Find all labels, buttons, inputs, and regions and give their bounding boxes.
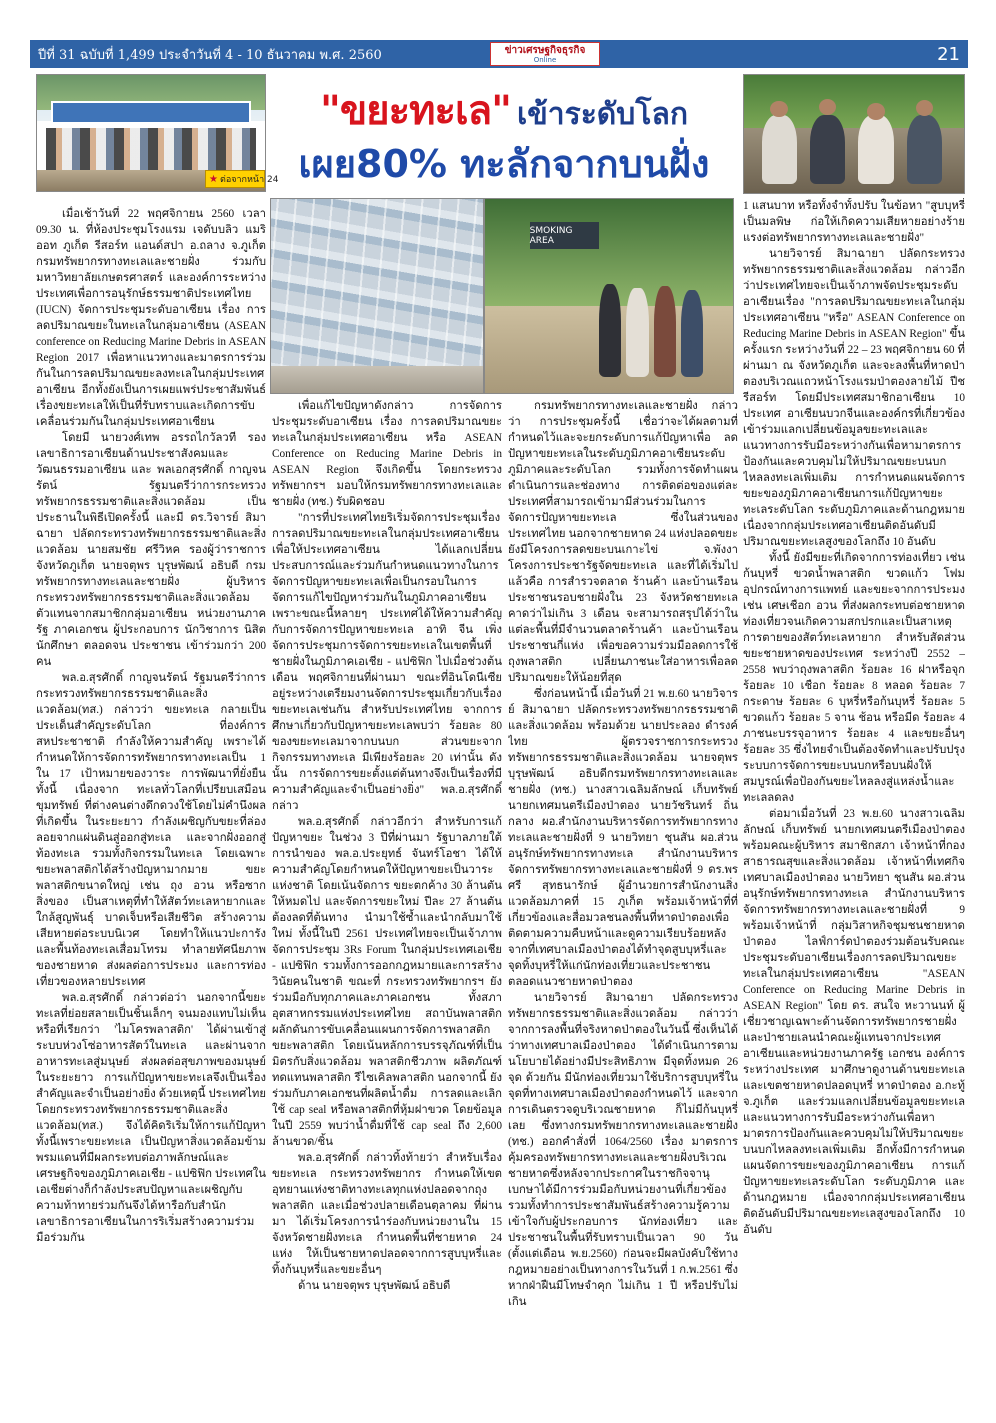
paragraph: กรมทรัพยากรทางทะเลและชายฝั่ง กล่าวว่า การประชุมครั้งนี้ เชื่อว่าจะได้ผลตามที่กำหนดไว้และจะยกระดับการแก้ปัญหาเพื่อ ลดปัญหาขยะทะเลในระดับภูมิภาคอาเซียนระดับภูมิภาคและระดับโลก รวมทั้งการจัดทำแผนดำเนินการและช่องทาง การติดต่อของแต่ละประเทศที่สามารถเข้ามามีส่วนร่วมในการจัดการปัญหาขยะทะเล ซึ่งในส่วนของประเทศไทย นอกจากชายหาด 24 แห่งปลอดขยะยังมีโครงการลดขยะบนเกาะไข่ จ.พังงา โครงการประชารัฐจัดขยะทะเล และที่ได้เริ่มไปแล้วคือ การสำรวจตลาด ร้านค้า และบ้านเรือนประชาชนรอบชายฝั่งใน 23 จังหวัดชายทะเลคาดว่าไม่เกิน 3 เดือน จะสามารถสรุปได้ว่าในแต่ละพื้นที่มีจำนวนตลาดร้านค้า และบ้านเรือนประชาชนกี่แห่ง เพื่อขอความร่วมมือลดการใช้ถุงพลาสติก เปลี่ยนภาชนะใส่อาหารเพื่อลดปริมาณขยะให้น้อยที่สุด bbox=[508, 400, 738, 684]
photo-beach-walk bbox=[484, 198, 734, 394]
header-bar bbox=[30, 40, 968, 68]
article-column-3 bbox=[508, 398, 738, 1406]
photo-walker-1 bbox=[599, 284, 621, 377]
article-column-2 bbox=[272, 398, 502, 1406]
paragraph: ซึ่งก่อนหน้านี้ เมื่อวันที่ 21 พ.ย.60 นายวิจารย์ สิมาฉายา ปลัดกระทรวงทรัพยากรธรรมชาติและสิ่งแวดล้อม พร้อมด้วย นายประลอง ดำรงค์ไทย ผู้ตรวจราชการกระทรวงทรัพยากรธรรมชาติและสิ่งแวดล้อม นายจตุพร บุรุษพัฒน์ อธิบดีกรมทรัพยากรทางทะเลและชายฝั่ง (ทช.) นางสาวเฉลิมลักษณ์ เก็บทรัพย์ นายกเทศมนตรีเมืองป่าตอง นายวัชรินทร์ ถิ่นกลาง ผอ.สำนักงานบริหารจัดการทรัพยากรทางทะเลและชายฝั่งที่ 9 นายวิทยา ชุนสัน ผอ.ส่วนอนุรักษ์ทรัพยากรทางทะเล สำนักงานบริหารจัดการทรัพยากรทางทะเลและชายฝั่งที่ 9 ดร.พรศรี สุทธนารักษ์ ผู้อำนวยการสำนักงานสิ่งแวดล้อมภาคที่ 15 ภูเก็ต พร้อมเจ้าหน้าที่ที่เกี่ยวข้องและสื่อมวลชนลงพื้นที่หาดป่าตองเพื่อติดตามความคืบหน้าและดูความเรียบร้อยหลังจากที่เทศบาลเมืองป่าตองได้ทำจุดสูบบุหรี่และจุดทิ้งบุหรี่ให้แก่นักท่องเที่ยวและประชาชน ตลอดแนวชายหาดป่าตอง bbox=[508, 688, 738, 988]
photo-smoking-sign: SMOKING AREA bbox=[530, 222, 599, 249]
photo-head-3 bbox=[867, 103, 885, 120]
paragraph: นายวิจารย์ สิมาฉายา ปลัดกระทรวงทรัพยากรธรรมชาติและสิ่งแวดล้อม กล่าวอีกว่าประเทศไทยจะเป็นเจ้าภาพจัดประชุมระดับอาเซียนเรื่อง "การลดปริมาณขยะทะเลในกลุ่มประเทศอาเซียน "หรือ" ASEAN Conference on Reducing Marine Debris in ASEAN Region" ขึ้นครั้งแรก ระหว่างวันที่ 22 – 23 พฤศจิกายน 60 ที่ผ่านมา ณ จังหวัดภูเก็ต และจะลงพื้นที่หาดป่าตองบริเวณแถวหน้าโรงแรมป่าตองลายไม้ ปีช รีสอร์ท โดยมีประเทศสมาชิกอาเซียน 10 ประเทศ อาเซียนบวกจีนและองค์กรที่เกี่ยวข้องเข้าร่วมแลกเปลี่ยนข้อมูลขยะทะเลและแนวทางการรับมือระหว่างกันเพื่อหามาตรการป้องกันและควบคุมไม่ให้ปริมาณขยะบนบกไหลลงทะเลเพิ่มเติม การกำหนดแผนจัดการขยะของภูมิภาคอาเซียนการแก้ปัญหาขยะทะเลระดับโลก ระดับภูมิภาคและด้านกฎหมาย เนื่องจากกลุ่มประเทศอาเซียนติดอันดับมีปริมาณขยะทะเลสูงของโลกถึง 10 อันดับ bbox=[743, 248, 965, 548]
photo-right-officials bbox=[743, 74, 965, 194]
paragraph: 1 แสนบาท หรือทั้งจำทั้งปรับ ในข้อหา "สูบบุหรี่เป็นมลพิษ ก่อให้เกิดความเสียหายอย่างร้ายแรงต่อทรัพยากรทางทะเลและชายฝั่ง" bbox=[743, 200, 965, 244]
logo-online: Online bbox=[533, 55, 557, 64]
paragraph: โดยมี นายวงศ์เทพ อรรถไกวัลวที รองเลขาธิการอาเซียนด้านประชาสังคมและวัฒนธรรมอาเซียน และ พลเอกสุรศักดิ์ กาญจนรัตน์ รัฐมนตรีว่าการกระทรวงทรัพยากรธรรมชาติและสิ่งแวดล้อม เป็นประธานในพิธีเปิดครั้งนี้ และมี ดร.วิจารย์ สิมาฉายา ปลัดกระทรวงทรัพยากรธรรมชาติและสิ่งแวดล้อม นายสมชัย ศรีวิหค รองผู้ว่าราชการจังหวัดภูเก็ต นายจตุพร บุรุษพัฒน์ อธิบดี กรมทรัพยากรทางทะเลและชายฝั่ง ผู้บริหารกระทรวงทรัพยากรธรรมชาติและสิ่งแวดล้อม ตัวแทนจากสมาชิกกลุ่มอาเซียน หน่วยงานภาครัฐ ภาคเอกชน ผู้ประกอบการ นักวิชาการ นิสิต นักศึกษา ตลอดจน ประชาชน เข้าร่วมกว่า 200 คน bbox=[36, 432, 266, 668]
paragraph: พล.อ.สุรศักดิ์ กล่าวอีกว่า สำหรับการแก้ปัญหาขยะ ในช่วง 3 ปีที่ผ่านมา รัฐบาลภายใต้การนำของ พล.อ.ประยุทธ์ จันทร์โอชา ได้ให้ความสำคัญโดยกำหนดให้ปัญหาขยะเป็นวาระแห่งชาติ โดยเน้นจัดการ ขยะตกค้าง 30 ล้านตัน ให้หมดไป และจัดการขยะใหม่ ปีละ 27 ล้านตัน ต้องลดที่ต้นทาง นำมาใช้ซ้ำและนำกลับมาใช้ใหม่ ทั้งนี้ในปี 2561 ประเทศไทยจะเป็นเจ้าภาพจัดการประชุม 3Rs Forum ในกลุ่มประเทศเอเชีย - แปซิฟิก รวมทั้งการออกกฎหมายและการสร้างวินัยคนในชาติ ขณะที่ กระทรวงทรัพยากรฯ ยังร่วมมือกับทุกภาคและภาคเอกชน ทั้งสภาอุตสาหกรรมแห่งประเทศไทย สถาบันพลาสติก ผลักดันการขับเคลื่อนแผนการจัดการพลาสติก ขยะพลาสติก โดยเน้นหลักการบรรจุภัณฑ์ที่เป็นมิตรกับสิ่งแวดล้อม พลาสติกชีวภาพ ผลิตภัณฑ์ทดแทนพลาสติก รีไซเคิลพลาสติก นอกจากนี้ ยังร่วมกับภาคเอกชนที่ผลิตน้ำดื่ม การลดและเลิกใช้ cap seal หรือพลาสติกที่หุ้มฝาขวด โดยข้อมูลในปี 2559 พบว่าน้ำดื่มที่ใช้ cap seal ถึง 2,600 ล้านขวด/ชิ้น bbox=[272, 816, 502, 1148]
photo-ribbon-installation bbox=[270, 198, 484, 394]
photo-people bbox=[46, 128, 256, 170]
photo-person-3 bbox=[858, 115, 893, 183]
headline bbox=[270, 78, 738, 193]
headline-line-1 bbox=[270, 78, 738, 134]
paragraph: เพื่อแก้ไขปัญหาดังกล่าว การจัดการประชุมระดับอาเซียน เรื่อง การลดปริมาณขยะทะเลในกลุ่มประเทศอาเซียน หรือ ASEAN Conference on Reducing Marine Debris in ASEAN Region จึงเกิดขึ้น โดยกระทรวงทรัพยากรฯ มอบให้กรมทรัพยากรทางทะเลและชายฝั่ง (ทช.) รับผิดชอบ bbox=[272, 400, 502, 508]
page-number: 21 bbox=[937, 43, 960, 65]
newspaper-logo bbox=[490, 42, 600, 66]
photo-walker-4 bbox=[681, 290, 703, 377]
photo-person-4 bbox=[907, 115, 942, 183]
photo-ribbons bbox=[271, 199, 483, 393]
paragraph: ด้าน นายจตุพร บุรุษพัฒน์ อธิบดี bbox=[298, 1280, 451, 1292]
headline-line-2: เผย80% ทะลักจากบนฝั่ง bbox=[298, 142, 710, 186]
continued-badge[interactable] bbox=[205, 170, 279, 188]
paragraph: เมื่อเช้าวันที่ 22 พฤศจิกายน 2560 เวลา 09.30 น. ที่ห้องประชุมโรงแรม เจดับบลิว แมริออท ภูเก็ต รีสอร์ท แอนด์สปา อ.ถลาง จ.ภูเก็ต กรมทรัพยากรทางทะเลและชายฝั่ง ร่วมกับมหาวิทยาลัยเกษตรศาสตร์ และองค์การระหว่างประเทศเพื่อการอนุรักษ์ธรรมชาติประเทศไทย (IUCN) จัดการประชุมระดับอาเซียน เรื่อง การลดปริมาณขยะในทะเลในกลุ่มอาเซียน (ASEAN conference on Reducing Marine Debris in ASEAN Region 2017 เพื่อหาแนวทางและมาตรการร่วมกันในการลดปริมาณขยะลงทะเลในกลุ่มประเทศอาเซียน อีกทั้งยังเป็นการเผยแพร่ประชาสัมพันธ์เรื่องขยะทะเลให้เป็นที่รับทราบและเกิดการขับเคลื่อนร่วมกันในกลุ่มประเทศอาเซียน bbox=[36, 208, 266, 428]
article-column-4 bbox=[743, 198, 965, 1406]
paragraph: ทั้งนี้ ยังมีขยะที่เกิดจากการท่องเที่ยว เช่น ก้นบุหรี่ ขวดน้ำพลาสติก ขวดแก้ว โฟม อุปกรณ์ทางการแพทย์ และขยะจากการประมง เช่น เศษเชือก อวน ที่ส่งผลกระทบต่อชายหาดท่องเที่ยวจนเกิดความสกปรกและเป็นสาเหตุการตายของสัตว์ทะเลหายาก สำหรับสัดส่วนขยะชายหาดของประเทศ ระหว่างปี 2552 – 2558 พบว่าถุงพลาสติก ร้อยละ 16 ฝาหรือจุก ร้อยละ 10 เชือก ร้อยละ 8 หลอด ร้อยละ 7 กระดาษ ร้อยละ 6 บุหรี่หรือก้นบุหรี่ ร้อยละ 5 ขวดแก้ว ร้อยละ 5 จาน ช้อน หรือมีด ร้อยละ 4 ภาชนะบรรจุอาหาร ร้อยละ 4 และขยะอื่นๆ ร้อยละ 35 ซึ่งไทยจำเป็นต้องจัดทำและปรับปรุงระบบการจัดการขยะบนบกหรือบนฝั่งให้สมบูรณ์เพื่อป้องกันขยะไหลลงสู่แหล่งน้ำและทะเลลดลง bbox=[743, 552, 965, 804]
article-column-1 bbox=[36, 206, 266, 1406]
photo-person-2 bbox=[810, 115, 845, 183]
photo-banner bbox=[51, 101, 252, 124]
headline-blue: เข้าระดับโลก bbox=[516, 97, 688, 132]
photo-floor bbox=[271, 366, 483, 393]
issue-info: ปีที่ 31 ฉบับที่ 1,499 ประจำวันที่ 4 - 10 ธันวาคม พ.ศ. 2560 bbox=[38, 47, 382, 63]
paragraph: พล.อ.สุรศักดิ์ กล่าวต่อว่า นอกจากนี้ขยะทะเลที่ย่อยสลายเป็นชิ้นเล็กๆ จนมองแทบไม่เห็นหรือที่เรียกว่า 'ไมโครพลาสติก' ได้ผ่านเข้าสู่ระบบห่วงโซ่อาหารสัตว์ในทะเล และผ่านจากอาหารทะเลสู่มนุษย์ ส่งผลต่อสุขภาพของมนุษย์ในระยะยาว การแก้ปัญหาขยะทะเลจึงเป็นเรื่องสำคัญและจำเป็นอย่างยิ่ง ด้วยเหตุนี้ ประเทศไทย โดยกระทรวงทรัพยากรธรรมชาติและสิ่งแวดล้อม(ทส.) จึงได้คิดริเริ่มให้การแก้ปัญหาทั้งนี้เพราะขยะทะเล เป็นปัญหาสิ่งแวดล้อมข้ามพรมแดนที่มีผลกระทบต่อภาพลักษณ์และเศรษฐกิจของภูมิภาคเอเชีย - แปซิฟิก ประเทศในเอเชียต่างก็กำลังประสบปัญหาและเผชิญกับความท้าทายร่วมกันจึงได้หารือกับสำนักเลขาธิการอาเซียนในการริเริ่มสร้างความร่วมมือร่วมกัน bbox=[36, 992, 266, 1244]
continued-label: ต่อจากหน้า 24 bbox=[219, 175, 279, 185]
paragraph: ต่อมาเมื่อวันที่ 23 พ.ย.60 นางสาวเฉลิมลักษณ์ เก็บทรัพย์ นายกเทศมนตรีเมืองป่าตอง พร้อมคณะผู้บริหาร สมาชิกสภา เจ้าหน้าที่กองสาธารณสุขและสิ่งแวดล้อม เจ้าหน้าที่เทศกิจเทศบาลเมืองป่าตอง นายวิทยา ชุนสัน ผอ.ส่วนอนุรักษ์ทรัพยากรทางทะเล สำนักงานบริหารจัดการทรัพยากรทางทะเลและชายฝั่งที่ 9 พร้อมเจ้าหน้าที่ กลุ่มวิสาหกิจชุมชนชายหาดป่าตอง ไลฟ์การ์ดป่าตองร่วมต้อนรับคณะประชุมระดับอาเซียนเรื่องการลดปริมาณขยะทะเลในกลุ่มประเทศอาเซียน "ASEAN Conference on Reducing Marine Debris in ASEAN Region" โดย ดร. สนใจ หะวานนท์ ผู้เชี่ยวชาญเฉพาะด้านจัดการทรัพยากรชายฝั่งและป่าชายเลนนำคณะผู้แทนจากประเทศอาเซียนและหน่วยงานภาครัฐ เอกชน องค์การระหว่างประเทศ มาศึกษาดูงานด้านขยะทะเลและเขตชายหาดปลอดบุหรี่ หาดป่าตอง อ.กะทู้ จ.ภูเก็ต และร่วมแลกเปลี่ยนข้อมูลขยะทะเลและแนวทางการรับมือระหว่างกันเพื่อหามาตรการป้องกันและควบคุมไม่ให้ปริมาณขยะบนบกไหลลงทะเลเพิ่มเติม อีกทั้งมีการกำหนดแผนจัดการขยะของภูมิภาคอาเซียน การแก้ปัญหาขยะทะเลระดับโลก ระดับภูมิภาค และด้านกฎหมาย เนื่องจากกลุ่มประเทศอาเซียนติดอันดับมีปริมาณขยะทะเลสูงของโลกถึง 10 อันดับ bbox=[743, 808, 965, 1236]
headline-red: "ขยะทะเล" bbox=[319, 88, 511, 134]
logo-title: ข่าวเศรษฐกิจธุรกิจ bbox=[504, 44, 586, 56]
paragraph: พล.อ.สุรศักดิ์ กาญจนรัตน์ รัฐมนตรีว่าการกระทรวงทรัพยากรธรรมชาติและสิ่งแวดล้อม(ทส.) กล่าวว่า ขยะทะเล กลายเป็นประเด็นสำคัญระดับโลก ที่องค์การสหประชาชาติ กำลังให้ความสำคัญ เพราะได้กำหนดให้การจัดการทรัพยากรทางทะเลเป็น 1 ใน 17 เป้าหมายของวาระ การพัฒนาที่ยั่งยืน ทั้งนี้ เนื่องจาก ทะเลทั่วโลกที่เปรียบเสมือนขุมทรัพย์ ที่ต่างคนต่างดึกดวงใช้โดยไม่คำนึงผลที่เกิดขึ้น ในระยะยาว กำลังเผชิญกับขยะที่ล่องลอยจากแผ่นดินสู่ออกสู่ทะเล และจากฝั่งออกสู่ท้องทะเล รวมทั้งกิจกรรมในทะเล โดยเฉพาะขยะพลาสติกได้สร้างปัญหามากมาย ขยะพลาสติกขนาดใหญ่ เช่น ถุง อวน หรือซากสิ่งของ เป็นสาเหตุที่ทำให้สัตว์ทะเลหายากและใกล้สูญพันธุ์ บาดเจ็บหรือเสียชีวิต สร้างความเสียหายต่อระบบนิเวศ โดยทำให้แนวปะการังและพื้นท้องทะเลเสื่อมโทรม ทำลายทัศนียภาพของชายหาด ส่งผลต่อการประมง และการท่องเที่ยวของหลายประเทศ bbox=[36, 672, 266, 988]
photo-walker-2 bbox=[626, 288, 648, 377]
paragraph: พล.อ.สุรศักดิ์ กล่าวทิ้งท้ายว่า สำหรับเรื่องขยะทะเล กระทรวงทรัพยากร กำหนดให้เขตอุทยานแห่งชาติทางทะเลทุกแห่งปลอดจากถุงพลาสติก และเมื่อช่วงปลายเดือนตุลาคม ที่ผ่านมา ได้เริ่มโครงการนำร่องกับหน่วยงานใน 15 จังหวัดชายฝั่งทะเล กำหนดพื้นที่ชายหาด 24 แห่ง ให้เป็นชายหาดปลอดจากการสูบบุหรี่และทิ้งก้นบุหรี่และขยะอื่นๆ bbox=[272, 1152, 502, 1276]
photo-walker-3 bbox=[654, 286, 676, 377]
paragraph: นายวิจารย์ สิมาฉายา ปลัดกระทรวงทรัพยากรธรรมชาติและสิ่งแวดล้อม กล่าวว่าจากการลงพื้นที่จริงหาดป่าตองในวันนี้ ซึ่งเห็นได้ว่าทางเทศบาลเมืองป่าตอง ได้ดำเนินการตามนโยบายได้อย่างมีประสิทธิภาพ มีจุดทิ้งหมด 26 จุด ด้วยกัน มีนักท่องเที่ยวมาใช้บริการสูบบุหรี่ในจุดที่ทางเทศบาลเมืองป่าตองกำหนดไว้ และจากการเดินตรวจดูบริเวณชายหาด ก็ไม่มีก้นบุหรี่เลย ซึ่งทางกรมทรัพยากรทางทะเลและชายฝั่ง (ทช.) ออกคำสั่งที่ 1064/2560 เรื่อง มาตรการคุ้มครองทรัพยากรทางทะเลและชายฝั่งบริเวณชายหาดซึ่งหลังจากประกาศในราชกิจจานุเบกษาได้มีการร่วมมือกับหน่วยงานที่เกี่ยวข้องรวมทั้งทำการประชาสัมพันธ์สร้างความรู้ความเข้าใจกับผู้ประกอบการ นักท่องเที่ยว และประชาชนในพื้นที่รับทราบเป็นเวลา 90 วัน (ตั้งแต่เดือน พ.ย.2560) ก่อนจะมีผลบังคับใช้ทางกฎหมายอย่างเป็นทางการในวันที่ 1 ก.พ.2561 ซึ่งหากฝ่าฝืนมีโทษจำคุก ไม่เกิน 1 ปี หรือปรับไม่เกิน bbox=[508, 992, 738, 1308]
photo-person-1 bbox=[762, 115, 797, 183]
paragraph: "การที่ประเทศไทยริเริ่มจัดการประชุมเรื่อง การลดปริมาณขยะทะเลในกลุ่มประเทศอาเซียน เพื่อให้ประเทศอาเซียน ได้แลกเปลี่ยนประสบการณ์และร่วมกันกำหนดแนวทางในการจัดการปัญหาขยะทะเลเพื่อเป็นกรอบในการจัดการแก้ไขปัญหาร่วมกันในภูมิภาคอาเซียน เพราะขณะนี้หลายๆ ประเทศได้ให้ความสำคัญกับการจัดการปัญหาขยะทะเล อาทิ จีน เพิ่งจัดการประชุมการจัดการขยะทะเลในเขตพื้นที่ชายฝั่งในภูมิภาคเอเชีย - แปซิฟิก ไปเมื่อช่วงต้นเดือน พฤศจิกายนที่ผ่านมา ขณะที่อินโดนีเซีย อยู่ระหว่างเตรียมงานจัดการประชุมเกี่ยวกับเรื่องขยะทะเลเช่นกัน สำหรับประเทศไทย จากการศึกษาเกี่ยวกับปัญหาขยะทะเลพบว่า ร้อยละ 80 ของขยะทะเลมาจากบนบก ส่วนขยะจากกิจกรรมทางทะเล มีเพียงร้อยละ 20 เท่านั้น ดังนั้น การจัดการขยะตั้งแต่ต้นทางจึงเป็นเรื่องที่มีความสำคัญและจำเป็นอย่างยิ่ง" พล.อ.สุรศักดิ์ กล่าว bbox=[272, 512, 502, 812]
star-icon: ★ bbox=[209, 173, 218, 185]
